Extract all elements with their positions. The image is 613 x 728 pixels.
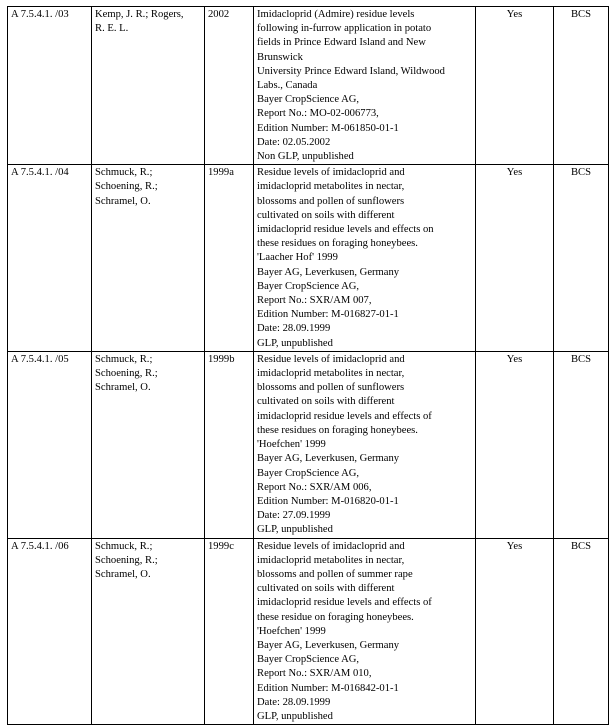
year-cell bbox=[205, 538, 254, 725]
title-line: 'Laacher Hof' 1999 bbox=[257, 252, 338, 264]
author-line: Kemp, J. R.; Rogers, bbox=[95, 9, 184, 20]
table-row bbox=[8, 538, 609, 725]
author-line: Schoening, R.; bbox=[95, 368, 158, 380]
title-cell bbox=[254, 351, 476, 538]
reference-table bbox=[7, 6, 609, 725]
title-line: Report No.: SXR/AM 007, bbox=[257, 295, 372, 307]
title-line: cultivated on soils with different bbox=[257, 396, 395, 408]
vertebrate-study: Yes bbox=[506, 167, 523, 179]
title-cell bbox=[254, 7, 476, 165]
title-line: Bayer AG, Leverkusen, Germany bbox=[257, 266, 400, 278]
title-line: cultivated on soils with different bbox=[257, 583, 395, 595]
annex-point-cell bbox=[8, 165, 92, 352]
author-line: Schmuck, R.; bbox=[95, 353, 153, 365]
title-line: fields in Prince Edward Island and New bbox=[257, 37, 426, 49]
title-line: Edition Number: M-061850-01-1 bbox=[257, 122, 399, 134]
data-owner-cell bbox=[554, 165, 609, 352]
author-line: R. E. L. bbox=[95, 23, 129, 35]
data-owner-cell bbox=[554, 538, 609, 725]
title-line: Bayer AG, Leverkusen, Germany bbox=[257, 453, 400, 465]
data-owner: BCS bbox=[570, 9, 592, 20]
title-line: Bayer CropScience AG, bbox=[257, 654, 360, 666]
author-line: Schoening, R.; bbox=[95, 181, 158, 193]
title-line: following in-furrow application in potato bbox=[257, 23, 432, 35]
title-line: Bayer AG, Leverkusen, Germany bbox=[257, 639, 400, 651]
title-line: blossoms and pollen of sunflowers bbox=[257, 382, 405, 394]
title-line: Imidacloprid (Admire) residue levels bbox=[257, 9, 415, 20]
data-owner: BCS bbox=[570, 353, 592, 365]
title-line: Labs., Canada bbox=[257, 80, 318, 92]
author-line: Schramel, O. bbox=[95, 195, 151, 207]
title-line: University Prince Edward Island, Wildwood bbox=[257, 65, 445, 77]
annex-point: A 7.5.4.1. /05 bbox=[11, 353, 69, 365]
title-line: Bayer CropScience AG, bbox=[257, 467, 360, 479]
annex-point: A 7.5.4.1. /04 bbox=[11, 167, 69, 179]
vertebrate-study-cell bbox=[476, 165, 554, 352]
year: 2002 bbox=[208, 9, 230, 20]
table-row bbox=[8, 351, 609, 538]
annex-point: A 7.5.4.1. /06 bbox=[11, 540, 69, 552]
year-cell bbox=[205, 7, 254, 165]
year: 1999b bbox=[208, 353, 235, 365]
vertebrate-study: Yes bbox=[506, 540, 523, 552]
title-line: Residue levels of imidacloprid and bbox=[257, 353, 405, 365]
year-cell bbox=[205, 165, 254, 352]
title-line: Report No.: SXR/AM 006, bbox=[257, 481, 372, 493]
author-cell bbox=[92, 7, 205, 165]
vertebrate-study: Yes bbox=[506, 353, 523, 365]
vertebrate-study-cell bbox=[476, 351, 554, 538]
title-line: imidacloprid metabolites in nectar, bbox=[257, 181, 405, 193]
title-cell bbox=[254, 165, 476, 352]
title-line: these residue on foraging honeybees. bbox=[257, 611, 414, 623]
title-line: Bayer CropScience AG, bbox=[257, 280, 360, 292]
title-line: imidacloprid residue levels and effects on bbox=[257, 224, 434, 236]
title-line: GLP, unpublished bbox=[257, 337, 333, 349]
vertebrate-study-cell bbox=[476, 7, 554, 165]
data-owner: BCS bbox=[570, 167, 592, 179]
annex-point: A 7.5.4.1. /03 bbox=[11, 9, 69, 20]
author-cell bbox=[92, 165, 205, 352]
title-line: imidacloprid residue levels and effects of bbox=[257, 410, 432, 422]
author-line: Schoening, R.; bbox=[95, 554, 158, 566]
annex-point-cell bbox=[8, 7, 92, 165]
title-line: Edition Number: M-016842-01-1 bbox=[257, 682, 399, 694]
data-owner-cell bbox=[554, 7, 609, 165]
data-owner: BCS bbox=[570, 540, 592, 552]
title-line: Date: 02.05.2002 bbox=[257, 136, 331, 148]
author-line: Schramel, O. bbox=[95, 382, 151, 394]
title-line: imidacloprid metabolites in nectar, bbox=[257, 554, 405, 566]
title-line: blossoms and pollen of sunflowers bbox=[257, 195, 405, 207]
title-line: these residues on foraging honeybees. bbox=[257, 424, 418, 436]
title-line: 'Hoefchen' 1999 bbox=[257, 439, 326, 451]
table-row bbox=[8, 7, 609, 165]
title-line: 'Hoefchen' 1999 bbox=[257, 625, 326, 637]
year-cell bbox=[205, 351, 254, 538]
title-line: Date: 28.09.1999 bbox=[257, 323, 331, 335]
title-line: blossoms and pollen of summer rape bbox=[257, 568, 413, 580]
title-line: Residue levels of imidacloprid and bbox=[257, 167, 405, 179]
title-line: GLP, unpublished bbox=[257, 524, 333, 536]
table-row bbox=[8, 165, 609, 352]
title-line: Edition Number: M-016820-01-1 bbox=[257, 495, 399, 507]
author-line: Schramel, O. bbox=[95, 568, 151, 580]
title-line: these residues on foraging honeybees. bbox=[257, 238, 418, 250]
vertebrate-study: Yes bbox=[506, 9, 523, 20]
title-line: imidacloprid residue levels and effects of bbox=[257, 597, 432, 609]
year: 1999a bbox=[208, 167, 234, 179]
data-owner-cell bbox=[554, 351, 609, 538]
title-line: Report No.: MO-02-006773, bbox=[257, 108, 379, 120]
author-cell bbox=[92, 351, 205, 538]
title-line: GLP, unpublished bbox=[257, 710, 333, 722]
title-line: cultivated on soils with different bbox=[257, 209, 395, 221]
title-line: Date: 27.09.1999 bbox=[257, 510, 331, 522]
title-line: Report No.: SXR/AM 010, bbox=[257, 668, 372, 680]
annex-point-cell bbox=[8, 538, 92, 725]
title-line: Non GLP, unpublished bbox=[257, 151, 354, 163]
title-line: Bayer CropScience AG, bbox=[257, 94, 360, 106]
title-line: Residue levels of imidacloprid and bbox=[257, 540, 405, 552]
author-line: Schmuck, R.; bbox=[95, 167, 153, 179]
year: 1999c bbox=[208, 540, 234, 552]
vertebrate-study-cell bbox=[476, 538, 554, 725]
author-cell bbox=[92, 538, 205, 725]
title-line: Edition Number: M-016827-01-1 bbox=[257, 309, 399, 321]
title-cell bbox=[254, 538, 476, 725]
reference-table-body bbox=[8, 7, 609, 725]
author-line: Schmuck, R.; bbox=[95, 540, 153, 552]
title-line: Brunswick bbox=[257, 51, 303, 63]
title-line: imidacloprid metabolites in nectar, bbox=[257, 368, 405, 380]
annex-point-cell bbox=[8, 351, 92, 538]
title-line: Date: 28.09.1999 bbox=[257, 696, 331, 708]
